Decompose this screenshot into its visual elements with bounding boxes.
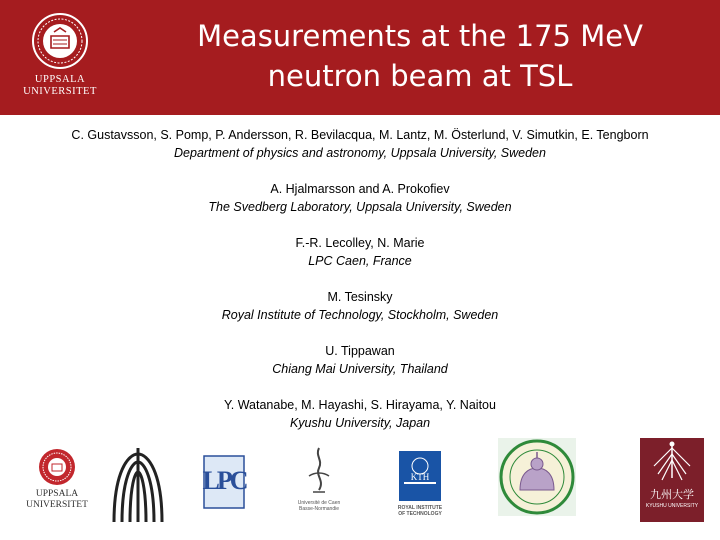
page-title xyxy=(120,16,720,96)
kth-logo xyxy=(392,450,448,517)
author-block xyxy=(0,288,720,324)
caen-figure-icon xyxy=(299,446,339,500)
kyushu-kanji: 九州大学 xyxy=(650,488,694,501)
author-block xyxy=(0,126,720,162)
author-affiliation: Kyushu University, Japan xyxy=(289,416,431,430)
caen-line-1: Université de Caen xyxy=(297,500,341,506)
uppsala-logo xyxy=(22,448,92,511)
author-block xyxy=(0,396,720,432)
author-block xyxy=(0,342,720,378)
uppsala-header-line1: UPPSALA xyxy=(34,74,86,85)
author-affiliation: Department of physics and astronomy, Uppsala University, Sweden xyxy=(174,146,546,160)
title-line-1: Measurements at the 175 MeV xyxy=(197,19,643,53)
kyushu-logo xyxy=(640,438,704,522)
kth-line-2: OF TECHNOLOGY xyxy=(398,511,442,517)
kth-text: KTH xyxy=(410,472,430,482)
kyushu-pine-icon xyxy=(640,438,704,486)
author-names: Y. Watanabe, M. Hayashi, S. Hirayama, Y. Naitou xyxy=(224,398,496,412)
title-line-2: neutron beam at TSL xyxy=(267,59,573,93)
header-banner xyxy=(0,0,720,115)
uppsala-seal-icon xyxy=(31,12,89,70)
author-block xyxy=(0,234,720,270)
tsl-arches-logo xyxy=(108,442,168,524)
author-list xyxy=(0,126,720,450)
author-affiliation: Royal Institute of Technology, Stockholm, Sweden xyxy=(221,308,499,322)
author-names: A. Hjalmarsson and A. Prokofiev xyxy=(270,182,450,196)
author-names: U. Tippawan xyxy=(325,344,395,358)
uppsala-logo-line1: UPPSALA xyxy=(35,489,79,499)
caen-line-2: Basse-Normandie xyxy=(298,506,340,512)
kth-shield xyxy=(398,450,442,502)
caen-logo xyxy=(294,446,344,512)
author-names: C. Gustavsson, S. Pomp, P. Andersson, R. Bevilacqua, M. Lantz, M. Österlund, V. Simutkin, E. Tengborn xyxy=(71,128,649,142)
author-affiliation: Chiang Mai University, Thailand xyxy=(272,362,448,376)
author-block xyxy=(0,180,720,216)
partner-logos xyxy=(0,432,720,532)
author-names: F.-R. Lecolley, N. Marie xyxy=(295,236,425,250)
kth-line-1: ROYAL INSTITUTE xyxy=(397,505,443,511)
kyushu-name: KYUSHU UNIVERSITY xyxy=(645,503,699,509)
author-names: M. Tesinsky xyxy=(327,290,393,304)
uppsala-seal-icon xyxy=(38,448,76,486)
lpc-logo xyxy=(200,454,248,510)
chiang-mai-seal-logo xyxy=(498,438,576,516)
uppsala-header-name xyxy=(14,74,106,98)
uppsala-logo-line2: UNIVERSITET xyxy=(26,500,88,510)
uppsala-logo-name xyxy=(22,489,92,511)
author-affiliation: LPC Caen, France xyxy=(308,254,412,268)
uppsala-header-logo xyxy=(14,12,106,102)
author-affiliation: The Svedberg Laboratory, Uppsala University, Sweden xyxy=(208,200,512,214)
lpc-text: LPC xyxy=(202,466,246,495)
uppsala-header-line2: UNIVERSITET xyxy=(23,86,97,97)
